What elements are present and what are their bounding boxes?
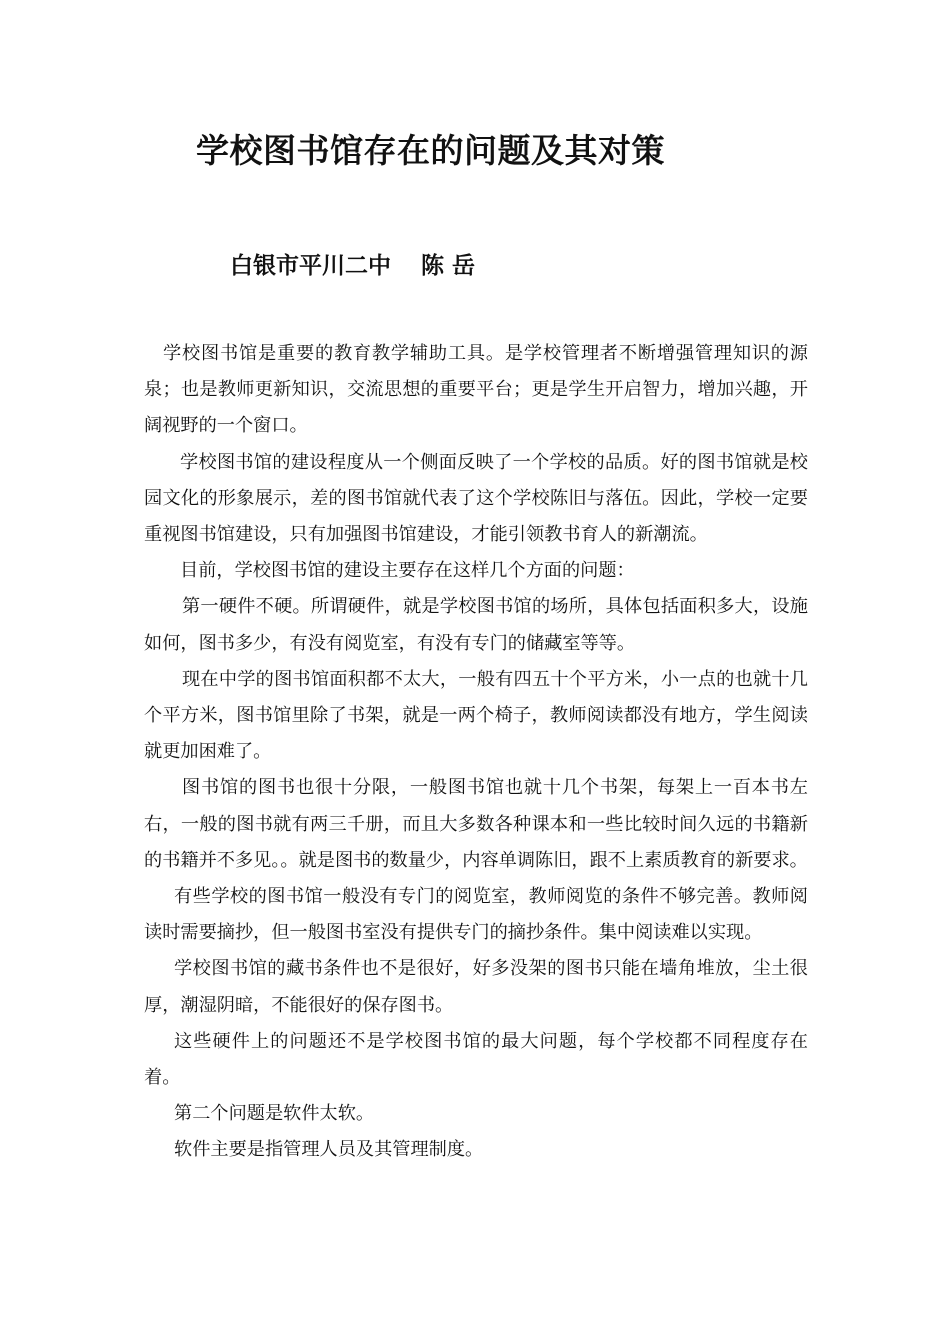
paragraph-10: 第二个问题是软件太软。 [174,1103,375,1125]
author-name: 陈 岳 [421,252,476,279]
paragraph-8: 学校图书馆的藏书条件也不是很好，好多没架的图书只能在墙角堆放，尘土很厚，潮湿阴暗，不能很好的保存图书。 [144,958,808,1016]
author-line [230,248,475,284]
paragraph-2: 学校图书馆的建设程度从一个侧面反映了一个学校的品质。好的图书馆就是校园文化的形象展示，差的图书馆就代表了这个学校陈旧与落伍。因此，学校一定要重视图书馆建设，只有加强图书馆建设，才能引领教书育人的新潮流。 [144,451,808,546]
paragraph-4: 第一硬件不硬。所谓硬件，就是学校图书馆的场所，具体包括面积多大，设施如何，图书多少，有没有阅览室，有没有专门的储藏室等等。 [144,596,808,654]
document-title: 学校图书馆存在的问题及其对策 [196,131,665,170]
paragraph-9: 这些硬件上的问题还不是学校图书馆的最大问题，每个学校都不同程度存在着。 [144,1030,808,1089]
paragraph-1: 学校图书馆是重要的教育教学辅助工具。是学校管理者不断增强管理知识的源泉；也是教师更新知识，交流思想的重要平台；更是学生开启智力，增加兴趣，开阔视野的一个窗口。 [144,343,808,437]
paragraph-3: 目前，学校图书馆的建设主要存在这样几个方面的问题： [180,560,635,582]
paragraph-6: 图书馆的图书也很十分限，一般图书馆也就十几个书架，每架上一百本书左右，一般的图书就有两三千册，而且大多数各种课本和一些比较时间久远的书籍新的书籍并不多见。。就是图书的数量少，内容单调陈旧，跟不上素质教育的新要求。 [144,777,808,871]
document-body [144,336,808,1169]
paragraph-7: 有些学校的图书馆一般没有专门的阅览室，教师阅览的条件不够完善。教师阅读时需要摘抄，但一般图书室没有提供专门的摘抄条件。集中阅读难以实现。 [144,886,808,944]
paragraph-11: 软件主要是指管理人员及其管理制度。 [174,1139,484,1161]
author-school: 白银市平川二中 [230,252,391,279]
paragraph-5: 现在中学的图书馆面积都不太大，一般有四五十个平方米，小一点的也就十几个平方米，图书馆里除了书架，就是一两个椅子，教师阅读都没有地方，学生阅读就更加困难了。 [144,668,808,763]
